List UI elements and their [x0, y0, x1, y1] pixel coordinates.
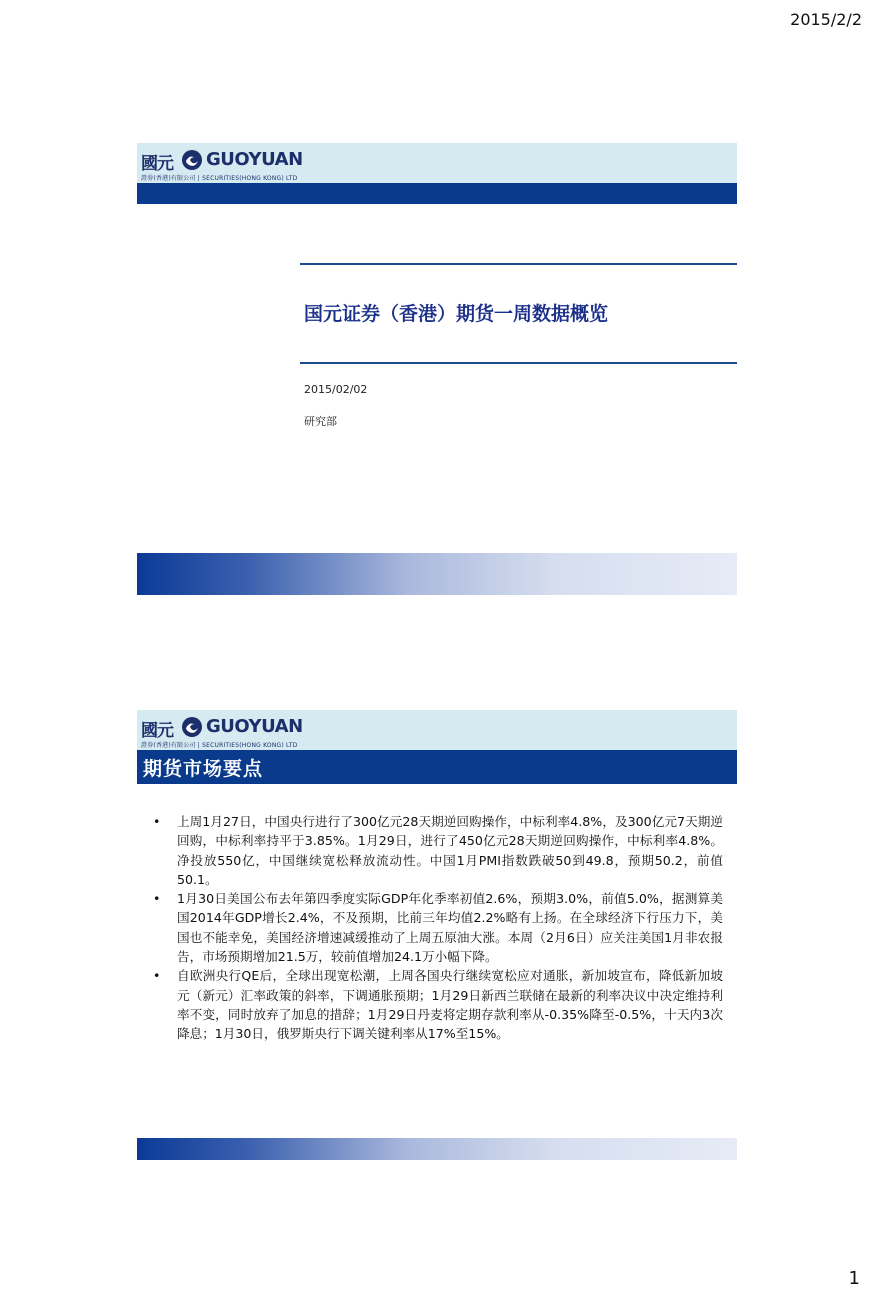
bullet-list — [151, 812, 723, 1044]
deck-department: 研究部 — [304, 415, 337, 428]
logo-chinese-name: 國元 — [141, 154, 173, 174]
logo-english-name: GUOYUAN — [206, 716, 303, 737]
logo-subtitle: 證券(香港)有限公司 | SECURITIES(HONG KONG) LTD — [141, 175, 298, 182]
bullet-dot-icon: • — [153, 891, 161, 907]
logo-chinese-name: 國元 — [141, 721, 173, 741]
print-date: 2015/2/2 — [790, 10, 862, 29]
page-number: 1 — [848, 1268, 860, 1289]
list-item — [151, 966, 723, 1043]
logo-english-name: GUOYUAN — [206, 149, 303, 170]
header-band — [137, 143, 737, 183]
deck-title: 国元证券（香港）期货一周数据概览 — [304, 303, 609, 325]
deck-date: 2015/02/02 — [304, 383, 368, 396]
slide-title — [137, 143, 737, 595]
guoyuan-logo — [141, 714, 441, 748]
header-blue-bar — [137, 183, 737, 204]
bullet-dot-icon: • — [153, 814, 161, 829]
guoyuan-logo-mark-icon — [181, 149, 203, 171]
bullet-text: 1月30日美国公布去年第四季度实际GDP年化季率初值2.6%，预期3.0%，前值5.0%，据测算美国2014年GDP增长2.4%，不及预期，比前三年均值2.2%略有上扬。在全球经济下行压力下，美国也不能幸免，美国经济增速减缓推动了上周五原油大涨。本周（2月6日）应关注美国1月非农报告，市场预期增加21.5万，较前值增加24.1万小幅下降。 — [177, 891, 723, 965]
guoyuan-logo-mark-icon — [181, 716, 203, 738]
list-item — [151, 812, 723, 889]
title-rule-top — [300, 263, 737, 265]
bullet-text: 自欧洲央行QE后，全球出现宽松潮，上周各国央行继续宽松应对通胀，新加坡宣布，降低新加坡元（新元）汇率政策的斜率，下调通胀预期；1月29日新西兰联储在最新的利率决议中决定维持利率不变，同时放弃了加息的措辞；1月29日丹麦将定期存款利率从-0.35%降至-0.5%，十天内3次降息；1月30日，俄罗斯央行下调关键利率从17%至15%。 — [177, 968, 723, 1042]
gradient-footer-bar — [137, 553, 737, 595]
logo-subtitle: 證券(香港)有限公司 | SECURITIES(HONG KONG) LTD — [141, 742, 298, 749]
bullet-dot-icon: • — [153, 968, 161, 984]
list-item — [151, 889, 723, 966]
header-band — [137, 710, 737, 750]
title-rule-bottom — [300, 362, 737, 364]
bullet-text: 上周1月27日，中国央行进行了300亿元28天期逆回购操作，中标利率4.8%，及300亿元7天期逆回购，中标利率持平于3.85%。1月29日，进行了450亿元28天期逆回购操作，中标利率4.8%。净投放550亿，中国继续宽松释放流动性。中国1月PMI指数跌破50到49.8，预期50.2，前值50.1。 — [177, 814, 723, 887]
gradient-footer-bar — [137, 1138, 737, 1160]
slide-market-highlights — [137, 710, 737, 1162]
section-heading: 期货市场要点 — [143, 758, 264, 780]
guoyuan-logo — [141, 147, 441, 181]
